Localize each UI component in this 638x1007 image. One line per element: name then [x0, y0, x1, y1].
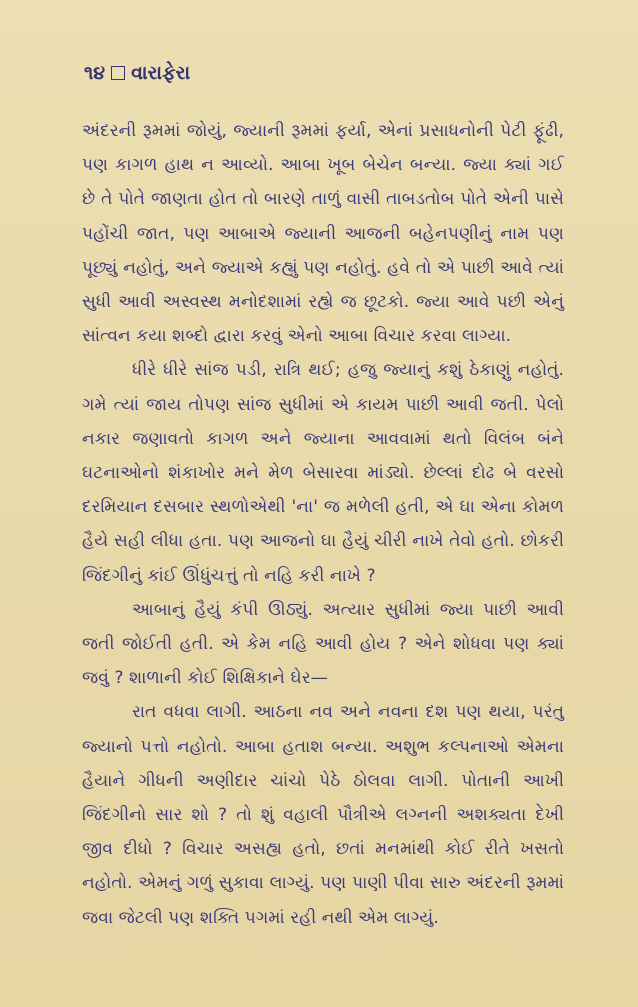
page-header — [84, 62, 190, 84]
paragraph-1: અંદરની રૂમમાં જોયું, જ્યાની રૂમમાં ફર્યા, એનાં પ્રસાધનોની પેટી ફૂંઢી, પણ કાગળ હાથ ન આવ્યો. આબા ખૂબ બેચેન બન્યા. જ્યા ક્યાં ગઈ છે તે પોતે જાણતા હોત તો બારણે તાળું વાસી તાબડતોબ પોતે એની પાસે પહોંચી જાત, પણ આબાએ જ્યાની આજની બહેનપણીનું નામ પણ પૂછ્યું નહોતું, અને જ્યાએ કહ્યું પણ નહોતું. હવે તો એ પાછી આવે ત્યાં સુધી આવી અસ્વસ્થ મનોદશામાં રહ્યે જ છૂટકો. જ્યા આવે પછી એનું સાંત્વન કયા શબ્દો દ્વારા કરવું એનો આબા વિચાર કરવા લાગ્યા. — [82, 121, 564, 347]
paragraph-3: આબાનું હૈયું કંપી ઊઠ્યું. અત્યાર સુધીમાં જ્યા પાછી આવી જતી જોઈતી હતી. એ કેમ નહિ આવી હોય ? એને શોધવા પણ ક્યાં જવું ? શાળાની કોઈ શિક્ષિકાને ઘેર— — [82, 599, 564, 689]
paragraph-4: રાત વધવા લાગી. આઠના નવ અને નવના દશ પણ થયા, પરંતુ જ્યાનો પત્તો નહોતો. આબા હતાશ બન્યા. અશુભ કલ્પનાઓ એમના હૈયાને ગીધની અણીદાર ચાંચો પેઠે ઠોલવા લાગી. પોતાની આખી જિંદગીનો સાર શો ? તો શું વહાલી પૌત્રીએ લગ્નની અશક્યતા દેખી જીવ દીધો ? વિચાર અસહ્ય હતો, છતાં મનમાંથી કોઈ રીતે ખસતો નહોતો. એમનું ગળું સુકાવા લાગ્યું. પણ પાણી પીવા સારુ અંદરની રૂમમાં જવા જેટલી પણ શક્તિ પગમાં રહી નથી એમ લાગ્યું. — [82, 702, 564, 928]
square-separator-icon — [111, 66, 125, 80]
page-body — [82, 114, 564, 935]
page-number: ૧૪ — [84, 62, 106, 84]
paragraph-2: ધીરે ધીરે સાંજ પડી, રાત્રિ થઈ; હજુ જ્યાનું કશું ઠેકાણું નહોતું. ગમે ત્યાં જાય તોપણ સાંજ સુધીમાં એ કાયમ પાછી આવી જતી. પેલો નકાર જણાવતો કાગળ અને જ્યાના આવવામાં થતો વિલંબ બંને ઘટનાઓનો શંકાખોર મને મેળ બેસારવા માંડ્યો. છેલ્લાં દોઢ બે વરસો દરમિયાન દસબાર સ્થળોએથી 'ના' જ મળેલી હતી, એ ઘા એના કોમળ હૈયે સહી લીધા હતા. પણ આજનો ઘા હૈયું ચીરી નાખે તેવો હતો. છોકરી જિંદગીનું કાંઈ ઊંધુંચત્તું તો નહિ કરી નાખે ? — [82, 360, 564, 586]
book-title: વારાફેરા — [131, 62, 191, 84]
